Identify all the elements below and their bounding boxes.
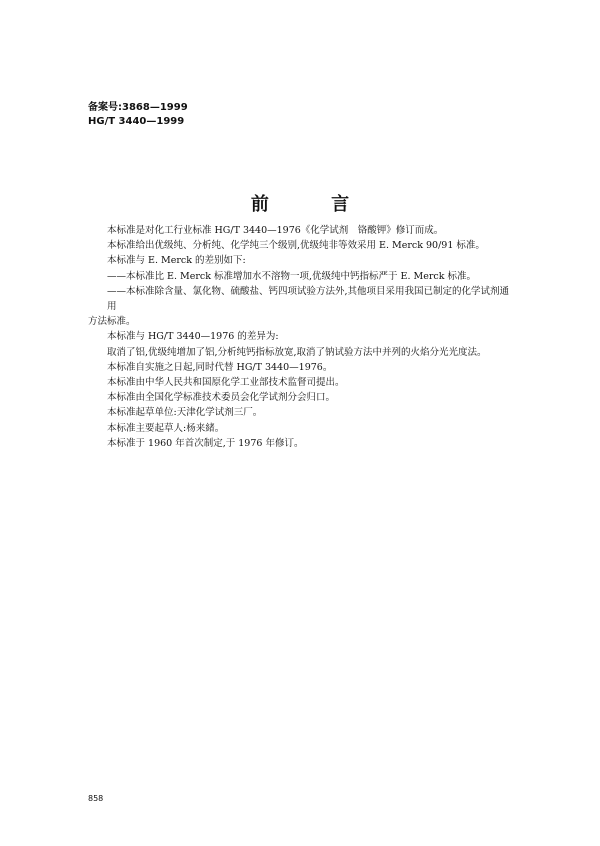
page-title: 前 言 [250, 194, 378, 215]
paragraph: 本标准自实施之日起,同时代替 HG/T 3440—1976。 [107, 361, 333, 373]
paragraph: 本标准与 E. Merck 的差别如下: [107, 255, 246, 267]
foreword-body [88, 223, 518, 451]
document-header [88, 101, 188, 129]
page-number: 858 [88, 794, 104, 803]
standard-code: HG/T 3440—1999 [88, 116, 185, 127]
paragraph: 本标准由中华人民共和国原化学工业部技术监督司提出。 [107, 377, 345, 389]
difference-item-continuation: 方法标准。 [88, 316, 136, 328]
difference-item: ——本标准除含量、氯化物、硫酸盐、钙四项试验方法外,其他项目采用我国已制定的化学试剂通用 [107, 285, 510, 313]
paragraph: 本标准与 HG/T 3440—1976 的差异为: [107, 331, 279, 343]
record-number: 备案号:3868—1999 [88, 102, 188, 113]
paragraph: 本标准于 1960 年首次制定,于 1976 年修订。 [107, 437, 304, 449]
difference-item: ——本标准比 E. Merck 标准增加水不溶物一项,优级纯中钙指标严于 E. Merck 标准。 [107, 270, 476, 282]
paragraph: 本标准给出优级纯、分析纯、化学纯三个级别,优级纯非等效采用 E. Merck 90/91 标准。 [107, 240, 485, 252]
paragraph: 本标准是对化工行业标准 HG/T 3440—1976《化学试剂 铬酸钾》修订而成。 [107, 225, 444, 236]
paragraph: 本标准由全国化学标准技术委员会化学试剂分会归口。 [107, 392, 336, 404]
paragraph: 取消了铝,优级纯增加了铝,分析纯钙指标放宽,取消了钠试验方法中并列的火焰分光光度法。 [107, 346, 487, 358]
paragraph: 本标准主要起草人:杨来緒。 [107, 422, 225, 434]
paragraph: 本标准起草单位:天津化学试剂三厂。 [107, 407, 263, 419]
